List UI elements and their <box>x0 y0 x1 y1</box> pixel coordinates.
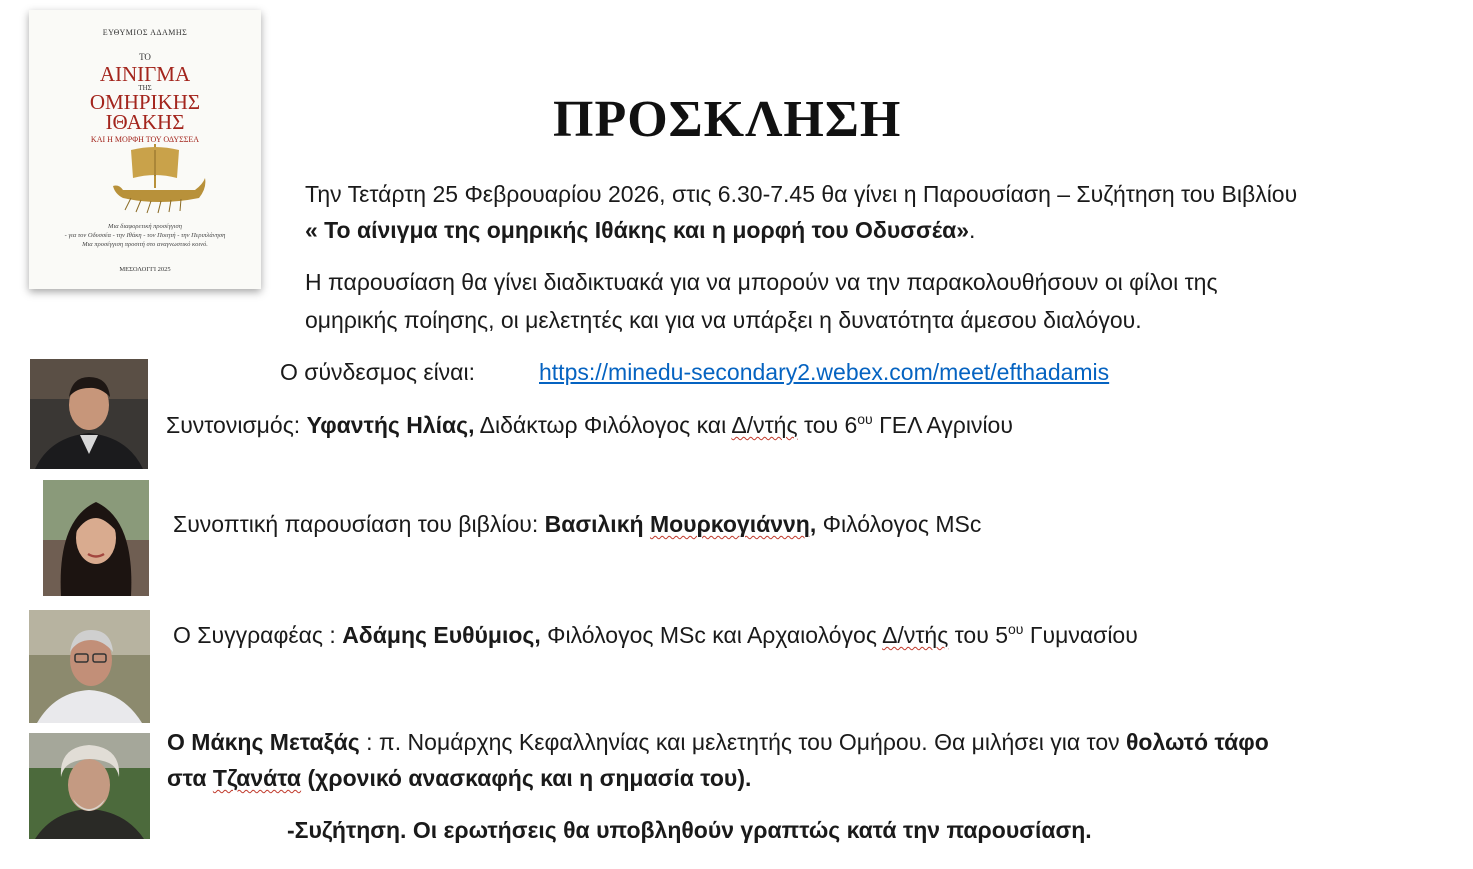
webex-link[interactable]: https://minedu-secondary2.webex.com/meet/efthadamis <box>539 359 1110 385</box>
guest-line-2: στα Τζανάτα (χρονικό ανασκαφής και η σημασία του). <box>167 765 752 791</box>
guest-line-1: Ο Μάκης Μεταξάς : π. Νομάρχης Κεφαλληνίας και μελετητής του Ομήρου. Θα μιλήσει για τον θολωτό τάφο <box>167 729 1269 755</box>
online-line-2: ομηρικής ποίησης, οι μελετητές και για να υπάρξει η δυνατότητα άμεσου διαλόγου. <box>305 307 1142 333</box>
author-line: Ο Συγγραφέας : Αδάμης Ευθύμιος, Φιλόλογος MSc και Αρχαιολόγος Δ/ντής του $5^{o\upsilon}$ Γυμνασίου <box>173 621 1138 648</box>
photo-author <box>29 610 150 723</box>
coordinator-line: Συντονισμός: Υφαντής Ηλίας, Διδάκτωρ Φιλόλογος και Δ/ντής του $6^{o\upsilon}$ ΓΕΛ Αγρινίου <box>166 411 1013 438</box>
cover-title-2: ΟΜΗΡΙΚΗΣ <box>89 90 201 114</box>
intro-line-2: « Το αίνιγμα της ομηρικής Ιθάκης και η μορφή του Οδυσσέα». <box>305 217 976 243</box>
discussion-line: -Συζήτηση. Οι ερωτήσεις θα υποβληθούν γραπτώς κατά την παρουσίαση. <box>287 817 1092 843</box>
cover-publisher: ΜΕΣΟΛΟΓΓΙ 2025 <box>119 266 171 273</box>
photo-guest-speaker <box>29 733 150 839</box>
book-title: « Το αίνιγμα της ομηρικής Ιθάκης και η μορφή του Οδυσσέα» <box>305 217 970 243</box>
ancient-ship-icon <box>109 140 209 220</box>
cover-subtitle: ΚΑΙ Η ΜΟΡΦΗ ΤΟΥ ΟΔΥΣΣΕΑ <box>90 135 200 144</box>
page-title: ΠΡΟΣΚΛΗΣΗ <box>553 91 902 148</box>
cover-title-1: ΑΙΝΙΓΜΑ <box>99 62 191 86</box>
book-cover <box>29 10 261 289</box>
cover-description: Μια διαφορετική προσέγγιση - για τον Οδυσσέα - την Ιθάκη - τον Ποιητή - την Περιπλάνηση Μια προσέγγιση προσιτή στο αναγνωστικό κοινό. <box>64 223 226 248</box>
coordinator-name: Υφαντής Ηλίας, <box>306 412 475 438</box>
cover-to: ΤΟ <box>139 52 151 62</box>
presenter-line: Συνοπτική παρουσίαση του βιβλίου: Βασιλική Μουρκογιάννη, Φιλόλογος MSc <box>173 511 982 537</box>
cover-author: ΕΥΘΥΜΙΟΣ ΑΔΑΜΗΣ <box>102 28 188 37</box>
guest-name: Ο Μάκης Μεταξάς <box>167 729 360 755</box>
link-label: Ο σύνδεσμος είναι: <box>280 359 475 385</box>
cover-tis: ΤΗΣ <box>138 84 152 92</box>
photo-presenter <box>43 480 149 596</box>
photo-coordinator <box>30 359 148 469</box>
author-name: Αδάμης Ευθύμιος, <box>342 622 541 648</box>
intro-line-1: Την Τετάρτη 25 Φεβρουαρίου 2026, στις 6.30-7.45 θα γίνει η Παρουσίαση – Συζήτηση του Βιβλίου <box>305 181 1298 207</box>
cover-title-3: ΙΘΑΚΗΣ <box>105 110 185 134</box>
online-line-1: Η παρουσίαση θα γίνει διαδικτυακά για να μπορούν να την παρακολουθήσουν οι φίλοι της <box>305 269 1218 295</box>
presenter-name: Βασιλική Μουρκογιάννη, <box>544 511 817 537</box>
